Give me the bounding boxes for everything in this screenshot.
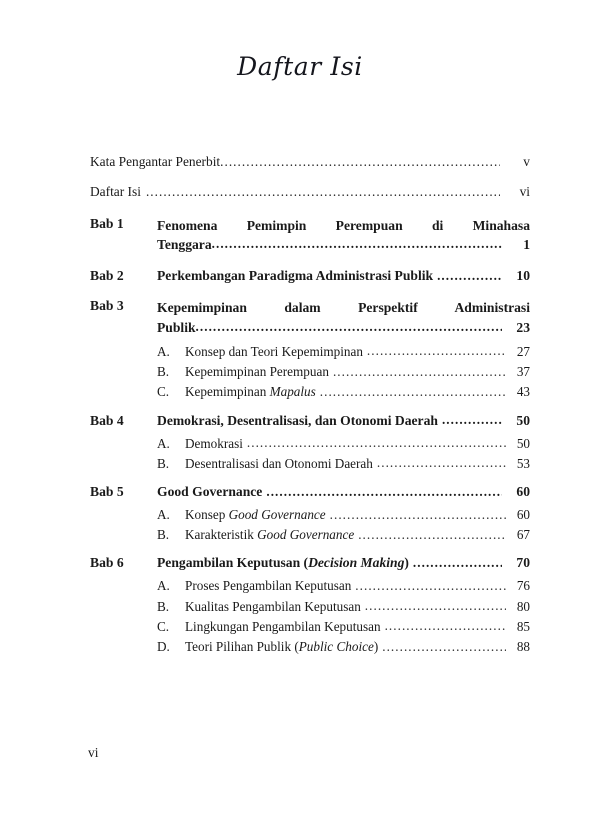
subsection-letter: C. [157, 618, 170, 634]
subsection-page-number: 53 [516, 455, 530, 471]
subsection-letter: A. [157, 344, 170, 359]
chapter-page-number: 60 [516, 484, 530, 500]
subsection-label: Desentralisasi dan Otonomi Daerah [185, 455, 373, 471]
subsection-page-number: 88 [516, 639, 530, 655]
chapter-title-label: Demokrasi, Desentralisasi, dan Otonomi Daerah [157, 412, 438, 428]
subsection-page-number: 80 [516, 598, 530, 614]
chapter-title-wrap [157, 216, 530, 255]
chapter-page-number: 10 [516, 268, 530, 284]
subsection-page-number: 85 [516, 618, 530, 634]
subsection-label: Kepemimpinan Mapalus [185, 384, 316, 400]
subsection-label: Konsep Good Governance [185, 507, 326, 523]
subsection-letter: C. [157, 384, 170, 400]
chapter-title-line1: Fenomena Pemimpin Perempuan di Minahasa [157, 217, 530, 233]
subsection-entry[interactable] [90, 528, 530, 541]
dot-leader [365, 600, 506, 613]
front-matter-page-number: vi [519, 184, 530, 200]
subsection-entry[interactable] [90, 620, 530, 633]
chapter-page-number: 70 [516, 555, 530, 571]
dot-leader [382, 640, 506, 653]
chapter-title-wrap [157, 268, 530, 284]
subsection-label: Kepemimpinan Perempuan [185, 364, 329, 380]
chapter-number-label: Bab 3 [90, 298, 124, 314]
subsection-letter: A. [157, 578, 170, 594]
front-matter-label: Kata Pengantar Penerbit [90, 154, 221, 169]
front-matter-row[interactable] [90, 185, 530, 198]
subsection-label: Lingkungan Pengambilan Keputusan [185, 618, 381, 634]
front-matter-label: Daftar Isi [90, 184, 141, 200]
subsection-list [90, 437, 530, 470]
subsection-page-number: 37 [516, 364, 530, 380]
subsection-page-number: 60 [516, 507, 530, 523]
toc-entry-list [90, 155, 530, 660]
subsection-entry[interactable] [90, 640, 530, 653]
dot-leader [212, 241, 502, 255]
italic-text: Good Governance [257, 527, 355, 543]
chapter-title-line [157, 484, 530, 500]
chapter-title-label: Perkembangan Paradigma Administrasi Publik [157, 268, 434, 284]
chapter-page-number: 1 [523, 237, 530, 253]
dot-leader [247, 437, 506, 450]
subsection-entry[interactable] [90, 600, 530, 613]
chapter-title-line [157, 413, 530, 429]
chapter-number-label: Bab 6 [90, 555, 124, 571]
subsection-entry[interactable] [90, 345, 530, 358]
chapter-entry[interactable] [90, 268, 530, 284]
chapter-number-label: Bab 4 [90, 412, 124, 428]
subsection-letter: B. [157, 598, 170, 614]
chapter-number-label: Bab 5 [90, 484, 124, 500]
subsection-entry[interactable] [90, 457, 530, 470]
dot-leader [437, 271, 502, 285]
dot-leader [196, 323, 502, 337]
front-matter-page-number: v [523, 154, 530, 169]
dot-leader [333, 365, 506, 378]
chapter-block [90, 268, 530, 284]
subsection-entry[interactable] [90, 579, 530, 592]
subsection-page-number: 76 [516, 578, 530, 594]
chapter-page-number: 23 [516, 319, 530, 335]
subsection-label: Proses Pengambilan Keputusan [185, 578, 352, 594]
italic-text: Good Governance [228, 507, 326, 523]
subsection-list [90, 508, 530, 541]
subsection-letter: B. [157, 364, 170, 380]
chapter-title-line [157, 555, 530, 571]
chapter-title-line1: Kepemimpinan dalam Perspektif Administrasi [157, 300, 530, 316]
chapter-entry[interactable] [90, 555, 530, 571]
chapter-block [90, 413, 530, 470]
subsection-entry[interactable] [90, 508, 530, 521]
chapter-block [90, 555, 530, 653]
italic-text: Mapalus [269, 384, 316, 400]
italic-text: Decision Making [308, 555, 405, 571]
chapter-entry[interactable] [90, 216, 530, 255]
chapter-entry[interactable] [90, 413, 530, 429]
page-title: Daftar Isi [237, 52, 363, 81]
subsection-letter: B. [157, 527, 170, 543]
subsection-list [90, 579, 530, 653]
dot-leader [413, 558, 502, 572]
chapter-title-line2 [157, 235, 530, 254]
chapter-title-wrap [157, 555, 530, 571]
subsection-entry[interactable] [90, 385, 530, 398]
chapter-block [90, 484, 530, 541]
chapter-title-label: Tenggara [157, 237, 212, 253]
chapter-entry[interactable] [90, 484, 530, 500]
dot-leader [146, 185, 500, 198]
subsection-list [90, 345, 530, 399]
subsection-entry[interactable] [90, 365, 530, 378]
subsection-label: Teori Pilihan Publik (Public Choice) [185, 639, 379, 655]
chapter-title-line2 [157, 318, 530, 337]
dot-leader [320, 385, 506, 398]
dot-leader [355, 579, 506, 592]
dot-leader [266, 486, 502, 500]
dot-leader [220, 155, 500, 168]
chapter-block [90, 216, 530, 255]
chapter-title-label: Pengambilan Keputusan (Decision Making) [157, 555, 409, 571]
subsection-letter: A. [157, 435, 170, 451]
subsection-label: Karakteristik Good Governance [185, 527, 355, 543]
subsection-page-number: 27 [516, 344, 530, 359]
italic-text: Public Choice [298, 639, 374, 655]
subsection-letter: A. [157, 507, 170, 523]
subsection-page-number: 50 [516, 435, 530, 451]
subsection-page-number: 67 [516, 527, 530, 543]
dot-leader [385, 620, 506, 633]
chapter-title-label: Publik [157, 319, 196, 335]
dot-leader [442, 415, 502, 429]
subsection-label: Kualitas Pengambilan Keputusan [185, 598, 361, 614]
chapter-title-wrap [157, 484, 530, 500]
dot-leader [377, 457, 506, 470]
footer-page-number: vi [88, 745, 99, 760]
chapter-title-wrap [157, 298, 530, 337]
subsection-label: Konsep dan Teori Kepemimpinan [185, 344, 363, 359]
chapter-block [90, 298, 530, 398]
dot-leader [367, 345, 506, 358]
dot-leader [358, 528, 506, 541]
subsection-label: Demokrasi [185, 435, 243, 451]
chapter-title-label: Good Governance [157, 484, 263, 500]
chapter-title-wrap [157, 413, 530, 429]
front-matter-row[interactable] [90, 155, 530, 168]
chapter-entry[interactable] [90, 298, 530, 337]
subsection-entry[interactable] [90, 437, 530, 450]
chapter-title-line [157, 268, 530, 284]
chapter-number-label: Bab 2 [90, 268, 124, 284]
chapter-page-number: 50 [516, 412, 530, 428]
subsection-page-number: 43 [516, 384, 530, 400]
subsection-letter: B. [157, 455, 170, 471]
dot-leader [330, 508, 506, 521]
subsection-letter: D. [157, 639, 170, 655]
chapter-number-label: Bab 1 [90, 215, 124, 231]
